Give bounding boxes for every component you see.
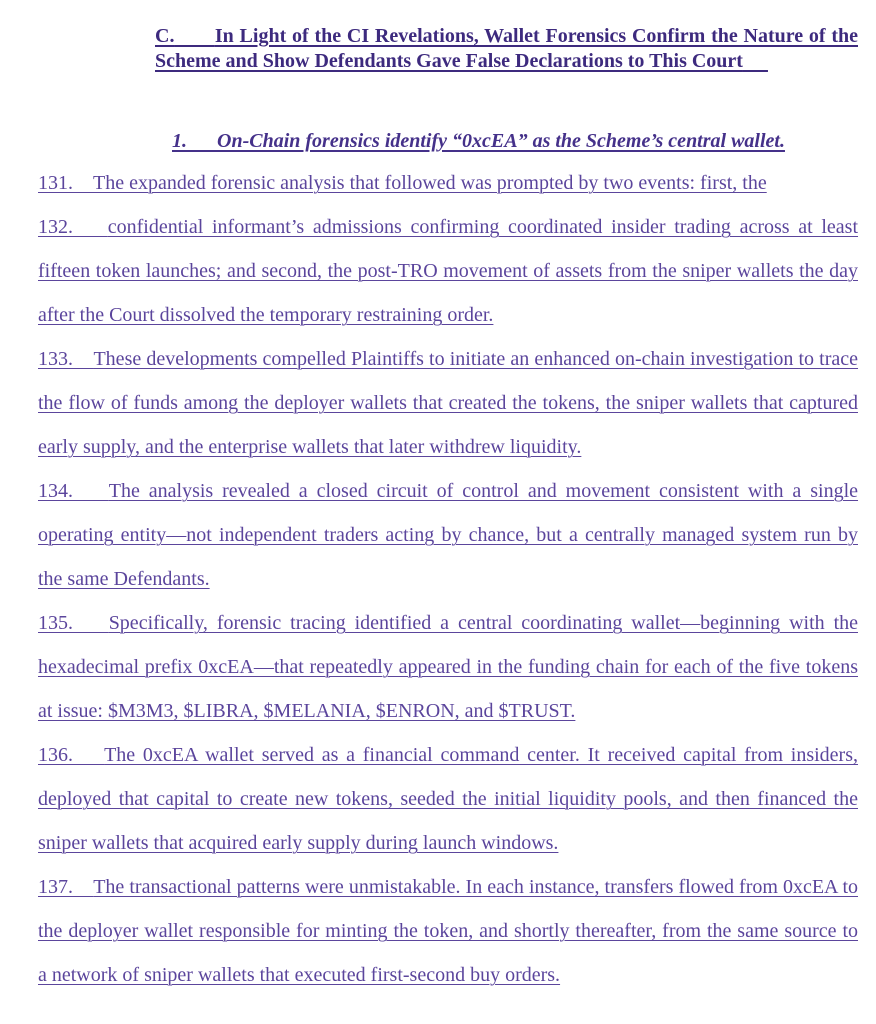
paragraph-131 <box>38 161 858 205</box>
subsection-heading <box>172 129 858 154</box>
tab-gap <box>187 130 217 152</box>
paragraph-137 <box>38 865 858 997</box>
trailing-underline <box>743 50 768 72</box>
paragraph-number: 133. <box>38 348 73 370</box>
paragraph-134 <box>38 469 858 601</box>
section-heading-label: C. <box>155 25 175 47</box>
tab-gap <box>174 25 214 47</box>
tab-gap <box>73 172 93 194</box>
paragraph-text: The expanded forensic analysis that followed was prompted by two events: first, the <box>93 172 767 194</box>
tab-gap <box>73 480 109 502</box>
paragraph-number: 134. <box>38 480 73 502</box>
paragraph-text: The transactional patterns were unmistakable. In each instance, transfers flowed from 0xcEA to the deployer wallet responsible for minting the token, and shortly thereafter, from the same source to a network of sniper wallets that executed first-second buy orders. <box>38 876 858 986</box>
paragraph-136 <box>38 733 858 865</box>
section-heading-text: In Light of the CI Revelations, Wallet Forensics Confirm the Nature of the Scheme and Show Defendants Gave False Declarations to This Court <box>155 25 858 72</box>
paragraph-number: 131. <box>38 172 73 194</box>
tab-gap <box>73 876 93 898</box>
paragraph-number: 136. <box>38 744 73 766</box>
paragraph-number: 135. <box>38 612 73 634</box>
paragraph-list <box>38 161 858 997</box>
paragraph-text: The 0xcEA wallet served as a financial command center. It received capital from insiders, deployed that capital to create new tokens, seeded the initial liquidity pools, and then financed the sniper wallets that acquired early supply during launch windows. <box>38 744 859 854</box>
paragraph-text: Specifically, forensic tracing identified a central coordinating wallet—beginning with the hexadecimal prefix 0xcEA—that repeatedly appeared in the funding chain for each of the five tokens at issue: $M3M3, $LIBRA, $MELANIA, $ENRON, and $TRUST. <box>38 612 858 722</box>
paragraph-text: The analysis revealed a closed circuit of control and movement consistent with a single operating entity—not independent traders acting by chance, but a centrally managed system run by the same Defendants. <box>38 480 859 590</box>
subsection-number: 1. <box>172 130 187 152</box>
tab-gap <box>73 348 93 370</box>
paragraph-133 <box>38 337 858 469</box>
subsection-heading-text: On-Chain forensics identify “0xcEA” as the Scheme’s central wallet. <box>217 130 785 152</box>
paragraph-135 <box>38 601 858 733</box>
paragraph-text: confidential informant’s admissions confirming coordinated insider trading across at least fifteen token launches; and second, the post-TRO movement of assets from the sniper wallets the day after the Court dissolved the temporary restraining order. <box>38 216 859 326</box>
tab-gap <box>73 744 104 766</box>
paragraph-number: 132. <box>38 216 73 238</box>
paragraph-number: 137. <box>38 876 73 898</box>
section-heading <box>155 24 858 74</box>
tab-gap <box>73 612 109 634</box>
paragraph-132 <box>38 205 858 337</box>
tab-gap <box>73 216 108 238</box>
paragraph-text: These developments compelled Plaintiffs to initiate an enhanced on-chain investigation to trace the flow of funds among the deployer wallets that created the tokens, the sniper wallets that captured early supply, and the enterprise wallets that later withdrew liquidity. <box>38 348 859 458</box>
